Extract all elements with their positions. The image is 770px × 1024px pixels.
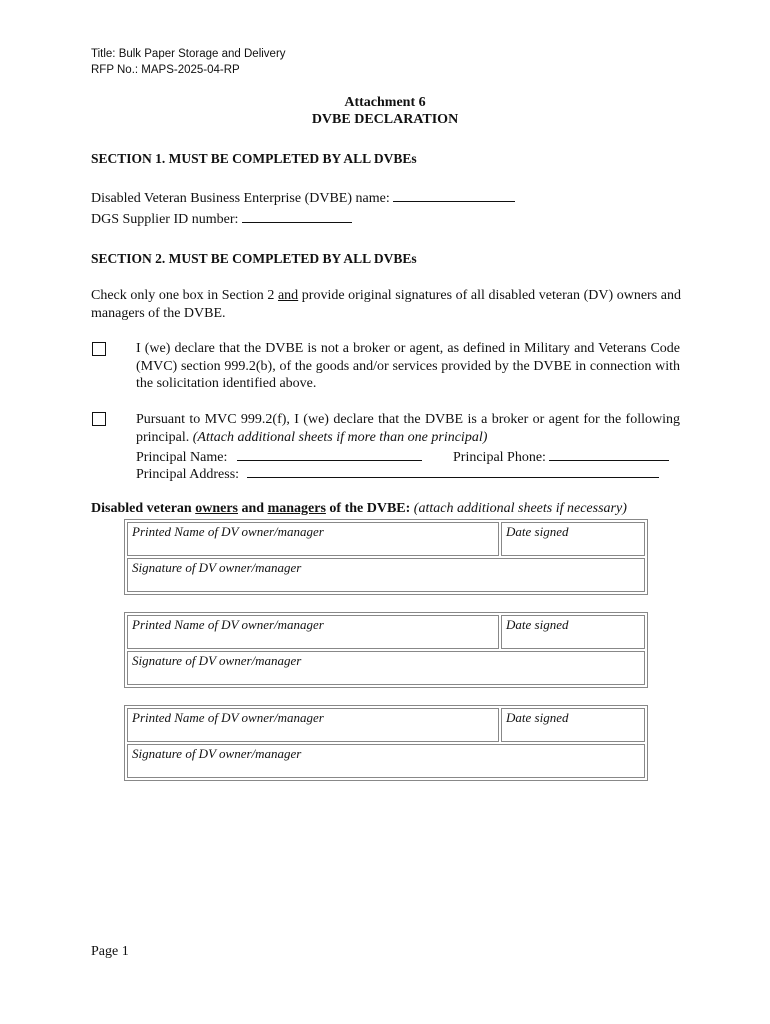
date-signed-label: Date signed	[506, 524, 569, 539]
instructions-text-1: Check only one box in Section 2	[91, 288, 278, 303]
section2-instructions	[91, 287, 681, 322]
supplier-id-field[interactable]	[242, 209, 352, 223]
instructions-and: and	[277, 288, 299, 303]
supplier-id-row	[91, 209, 352, 229]
page-number: Page 1	[91, 944, 129, 959]
printed-name-field[interactable]	[127, 708, 499, 742]
signature-block-2	[124, 612, 648, 688]
principal-address-row	[136, 464, 659, 484]
option2-text	[136, 411, 680, 446]
signature-field[interactable]	[127, 558, 645, 592]
option2-statement: Pursuant to MVC 999.2(f), I (we) declare that the DVBE is a broker or agent for the following principal.	[136, 412, 680, 445]
rfp-number-line: RFP No.: MAPS-2025-04-RP	[91, 64, 240, 76]
principal-address-field[interactable]	[247, 464, 659, 478]
option2-note: (Attach additional sheets if more than one principal)	[192, 429, 488, 445]
printed-name-label: Printed Name of DV owner/manager	[132, 617, 324, 632]
header	[91, 46, 286, 78]
document-heading	[0, 94, 770, 128]
signature-field[interactable]	[127, 744, 645, 778]
section1-heading: SECTION 1. MUST BE COMPLETED BY ALL DVBEs	[91, 151, 417, 166]
instructions-text-2: provide original signatures of all disabled veteran (DV) owners and managers of the DVBE.	[91, 288, 681, 321]
date-signed-field[interactable]	[501, 522, 645, 556]
owners-heading-note: (attach additional sheets if necessary)	[413, 501, 627, 516]
signature-block-3	[124, 705, 648, 781]
dvbe-name-label: Disabled Veteran Business Enterprise (DVBE) name:	[91, 191, 390, 206]
date-signed-field[interactable]	[501, 615, 645, 649]
date-signed-label: Date signed	[506, 710, 569, 725]
printed-name-label: Printed Name of DV owner/manager	[132, 710, 324, 725]
printed-name-field[interactable]	[127, 615, 499, 649]
signature-label: Signature of DV owner/manager	[132, 560, 302, 575]
page-title: DVBE DECLARATION	[311, 112, 459, 127]
attachment-label: Attachment 6	[344, 95, 426, 110]
date-signed-field[interactable]	[501, 708, 645, 742]
dvbe-name-field[interactable]	[393, 188, 515, 202]
printed-name-field[interactable]	[127, 522, 499, 556]
principal-name-label: Principal Name:	[136, 450, 228, 465]
principal-name-field[interactable]	[237, 447, 422, 461]
supplier-id-label: DGS Supplier ID number:	[91, 212, 239, 227]
signature-label: Signature of DV owner/manager	[132, 746, 302, 761]
section2-heading: SECTION 2. MUST BE COMPLETED BY ALL DVBEs	[91, 251, 417, 266]
date-signed-label: Date signed	[506, 617, 569, 632]
option2-checkbox[interactable]	[92, 412, 106, 426]
doc-title-line: Title: Bulk Paper Storage and Delivery	[91, 48, 286, 60]
dvbe-name-row	[91, 188, 515, 208]
option1-text: I (we) declare that the DVBE is not a broker or agent, as defined in Military and Veterans Code (MVC) section 999.2(b), of the goods and/or services provided by the DVBE in connection with the solicitation identified above.	[136, 341, 680, 391]
signature-label: Signature of DV owner/manager	[132, 653, 302, 668]
managers-word: managers	[267, 501, 326, 516]
principal-phone-label: Principal Phone:	[453, 450, 546, 465]
printed-name-label: Printed Name of DV owner/manager	[132, 524, 324, 539]
owners-heading-text-2: of the DVBE:	[325, 501, 411, 516]
principal-phone-field[interactable]	[549, 447, 669, 461]
option1-checkbox[interactable]	[92, 342, 106, 356]
owners-heading-text-1: Disabled veteran	[91, 501, 196, 516]
owners-word: owners	[195, 501, 238, 516]
owners-heading-and: and	[238, 501, 268, 516]
principal-address-label: Principal Address:	[136, 467, 240, 482]
owners-heading	[91, 500, 627, 518]
signature-block-1	[124, 519, 648, 595]
signature-field[interactable]	[127, 651, 645, 685]
